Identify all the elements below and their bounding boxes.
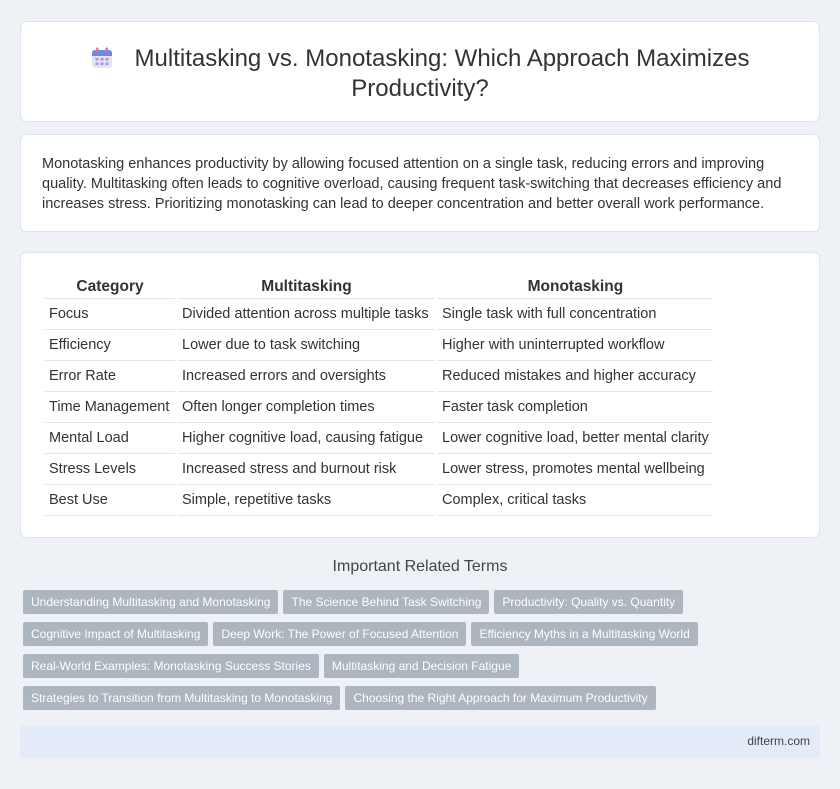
intro-paragraph: Monotasking enhances productivity by allowing focused attention on a single task, reducing errors and improving quality. Multitasking often leads to cognitive overload, causing frequent task-switching that decreases efficiency and increases stress. Prioritizing monotasking can lead to deeper concentration and better overall work performance. <box>42 156 782 212</box>
header-monotasking: Monotasking <box>438 274 713 299</box>
cell-multitasking: Often longer completion times <box>178 392 435 423</box>
cell-multitasking: Lower due to task switching <box>178 330 435 361</box>
table-row <box>45 361 713 392</box>
cell-category: Error Rate <box>45 361 175 392</box>
related-term-link[interactable]: Multitasking and Decision Fatigue <box>324 654 519 678</box>
cell-category: Stress Levels <box>45 454 175 485</box>
table-row <box>45 423 713 454</box>
cell-monotasking: Reduced mistakes and higher accuracy <box>438 361 713 392</box>
tag-row <box>23 622 823 654</box>
page-title <box>21 44 819 104</box>
related-terms-list <box>23 590 823 718</box>
cell-multitasking: Divided attention across multiple tasks <box>178 299 435 330</box>
header-multitasking: Multitasking <box>178 274 435 299</box>
cell-multitasking: Increased errors and oversights <box>178 361 435 392</box>
related-term-link[interactable]: Efficiency Myths in a Multitasking World <box>471 622 697 646</box>
related-term-link[interactable]: Strategies to Transition from Multitasking to Monotasking <box>23 686 340 710</box>
tag-row <box>23 686 823 718</box>
table-row <box>45 454 713 485</box>
comparison-table <box>42 274 716 516</box>
table-row <box>45 299 713 330</box>
related-term-link[interactable]: Deep Work: The Power of Focused Attention <box>213 622 466 646</box>
related-term-link[interactable]: Cognitive Impact of Multitasking <box>23 622 208 646</box>
related-term-link[interactable]: Real-World Examples: Monotasking Success Stories <box>23 654 319 678</box>
related-term-link[interactable]: Understanding Multitasking and Monotasking <box>23 590 278 614</box>
table-row <box>45 392 713 423</box>
cell-monotasking: Higher with uninterrupted workflow <box>438 330 713 361</box>
site-link[interactable]: difterm.com <box>747 734 810 748</box>
header-category: Category <box>45 274 175 299</box>
title-card <box>20 21 820 122</box>
intro-card <box>20 134 820 232</box>
cell-multitasking: Increased stress and burnout risk <box>178 454 435 485</box>
cell-monotasking: Lower cognitive load, better mental clarity <box>438 423 713 454</box>
cell-multitasking: Simple, repetitive tasks <box>178 485 435 516</box>
cell-monotasking: Single task with full concentration <box>438 299 713 330</box>
cell-category: Efficiency <box>45 330 175 361</box>
cell-category: Mental Load <box>45 423 175 454</box>
tag-row <box>23 590 823 622</box>
tag-row <box>23 654 823 686</box>
cell-category: Best Use <box>45 485 175 516</box>
related-term-link[interactable]: Choosing the Right Approach for Maximum Productivity <box>345 686 655 710</box>
table-row <box>45 485 713 516</box>
cell-category: Focus <box>45 299 175 330</box>
related-term-link[interactable]: Productivity: Quality vs. Quantity <box>494 590 683 614</box>
footer <box>20 726 820 758</box>
cell-monotasking: Faster task completion <box>438 392 713 423</box>
table-header-row <box>45 274 713 299</box>
related-term-link[interactable]: The Science Behind Task Switching <box>283 590 489 614</box>
page-title-text: Multitasking vs. Monotasking: Which Approach Maximizes Productivity? <box>134 45 750 102</box>
calendar-icon <box>91 47 113 69</box>
table-row <box>45 330 713 361</box>
cell-monotasking: Lower stress, promotes mental wellbeing <box>438 454 713 485</box>
cell-monotasking: Complex, critical tasks <box>438 485 713 516</box>
cell-category: Time Management <box>45 392 175 423</box>
related-terms-title: Important Related Terms <box>332 558 508 575</box>
comparison-card <box>20 252 820 538</box>
cell-multitasking: Higher cognitive load, causing fatigue <box>178 423 435 454</box>
